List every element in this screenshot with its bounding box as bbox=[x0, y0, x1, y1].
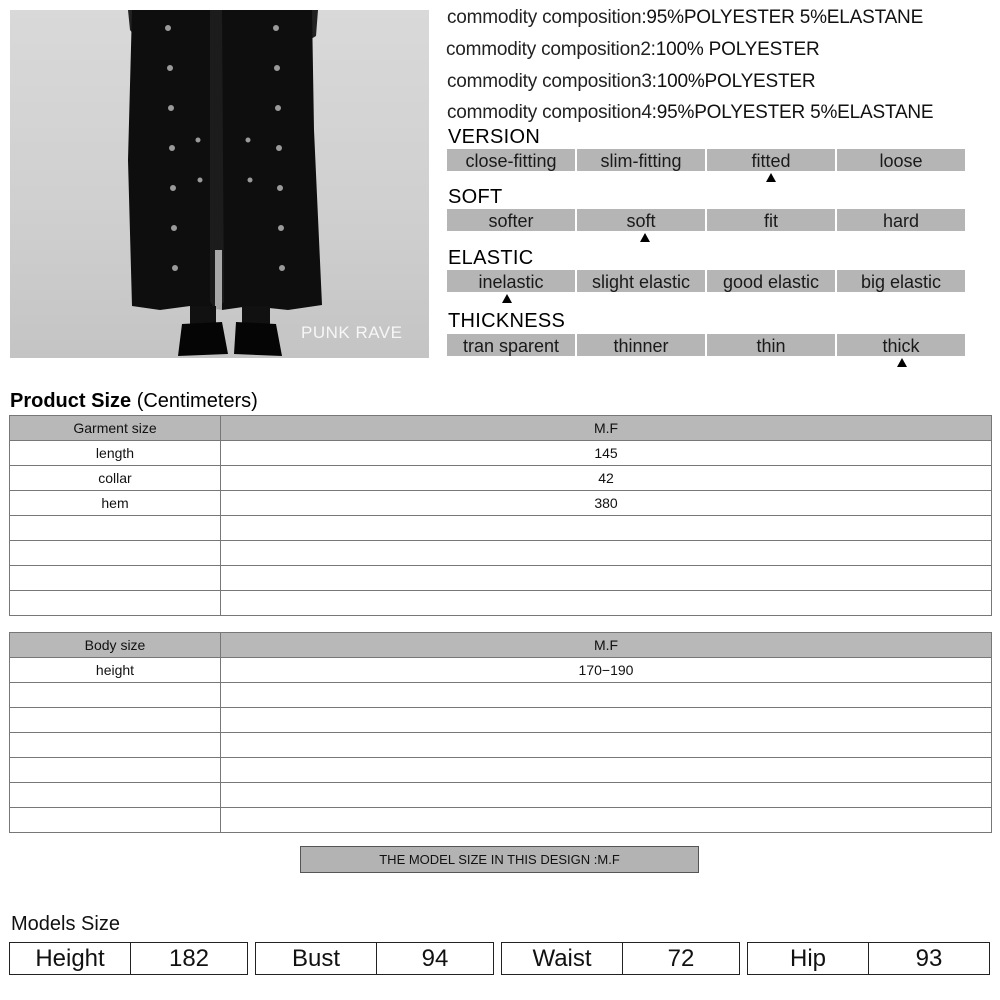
table-cell bbox=[221, 516, 992, 541]
composition-label: commodity composition2: bbox=[446, 39, 656, 60]
thickness-scale bbox=[447, 334, 966, 356]
table-cell bbox=[10, 541, 221, 566]
table-cell bbox=[10, 733, 221, 758]
product-size-table bbox=[9, 415, 992, 616]
table-cell: height bbox=[10, 658, 221, 683]
elastic-scale bbox=[447, 270, 966, 292]
lace-trim bbox=[215, 250, 222, 310]
composition-line-2 bbox=[446, 39, 819, 61]
thickness-option: thin bbox=[707, 334, 835, 356]
table-cell bbox=[10, 683, 221, 708]
model-measure-value: 93 bbox=[915, 945, 943, 972]
table-header-cell: M.F bbox=[221, 416, 992, 441]
version-option: fitted bbox=[707, 149, 835, 171]
left-boot bbox=[178, 322, 228, 356]
elastic-option: inelastic bbox=[447, 270, 575, 292]
body-size-table bbox=[9, 632, 992, 833]
model-measure-label: Waist bbox=[502, 943, 623, 974]
table-header-cell: Garment size bbox=[10, 416, 221, 441]
coat-body bbox=[128, 10, 322, 310]
model-measure-label: Hip bbox=[748, 943, 869, 974]
elastic-option: big elastic bbox=[837, 270, 965, 292]
thickness-title: THICKNESS bbox=[448, 310, 566, 332]
composition-value: 100%POLYESTER bbox=[656, 71, 816, 92]
table-row-empty bbox=[10, 758, 992, 783]
table-row-empty bbox=[10, 683, 992, 708]
table-cell: 145 bbox=[221, 441, 992, 466]
elastic-title: ELASTIC bbox=[448, 247, 534, 269]
table-cell: length bbox=[10, 441, 221, 466]
table-row bbox=[10, 466, 992, 491]
composition-label: commodity composition3: bbox=[447, 71, 657, 92]
version-title: VERSION bbox=[448, 126, 541, 148]
thickness-option: tran sparent bbox=[447, 334, 575, 356]
table-row bbox=[10, 658, 992, 683]
model-waist-box bbox=[501, 942, 740, 975]
composition-line-1 bbox=[447, 7, 923, 29]
soft-option: fit bbox=[707, 209, 835, 231]
table-cell bbox=[221, 591, 992, 616]
soft-title: SOFT bbox=[448, 186, 503, 208]
table-row-empty bbox=[10, 808, 992, 833]
product-size-title bbox=[10, 390, 258, 413]
table-cell: collar bbox=[10, 466, 221, 491]
table-header-cell: Body size bbox=[10, 633, 221, 658]
product-size-unit: (Centimeters) bbox=[136, 390, 258, 412]
table-cell bbox=[221, 541, 992, 566]
composition-line-3 bbox=[447, 71, 815, 93]
model-measure-label: Bust bbox=[256, 943, 377, 974]
table-cell bbox=[10, 516, 221, 541]
table-cell bbox=[10, 591, 221, 616]
soft-option: softer bbox=[447, 209, 575, 231]
table-row-empty bbox=[10, 516, 992, 541]
table-row-empty bbox=[10, 566, 992, 591]
table-cell: 380 bbox=[221, 491, 992, 516]
table-cell bbox=[10, 783, 221, 808]
table-row-empty bbox=[10, 708, 992, 733]
table-cell bbox=[10, 808, 221, 833]
composition-value: 95%POLYESTER 5%ELASTANE bbox=[646, 7, 924, 28]
elastic-option: good elastic bbox=[707, 270, 835, 292]
table-cell: hem bbox=[10, 491, 221, 516]
model-measure-label: Height bbox=[10, 943, 131, 974]
table-cell bbox=[10, 708, 221, 733]
table-cell bbox=[10, 758, 221, 783]
composition-line-4 bbox=[447, 102, 933, 124]
thickness-option: thick bbox=[837, 334, 965, 356]
table-cell bbox=[221, 758, 992, 783]
table-cell: 42 bbox=[221, 466, 992, 491]
selected-marker-icon bbox=[502, 294, 512, 303]
selected-marker-icon bbox=[766, 173, 776, 182]
brand-watermark: PUNK RAVE bbox=[301, 323, 403, 342]
table-row bbox=[10, 491, 992, 516]
composition-label: commodity composition4: bbox=[447, 102, 657, 123]
elastic-option: slight elastic bbox=[577, 270, 705, 292]
model-height-box bbox=[9, 942, 248, 975]
product-photo bbox=[10, 10, 429, 358]
table-row-empty bbox=[10, 783, 992, 808]
table-cell bbox=[221, 708, 992, 733]
model-bust-box bbox=[255, 942, 494, 975]
table-header-cell: M.F bbox=[221, 633, 992, 658]
table-row bbox=[10, 441, 992, 466]
table-header-row bbox=[10, 633, 992, 658]
coat-illustration bbox=[10, 10, 429, 358]
version-option: slim‑fitting bbox=[577, 149, 705, 171]
table-cell bbox=[221, 566, 992, 591]
composition-value: 100% POLYESTER bbox=[655, 39, 820, 60]
soft-scale bbox=[447, 209, 966, 231]
version-option: close‑fitting bbox=[447, 149, 575, 171]
model-size-note: THE MODEL SIZE IN THIS DESIGN :M.F bbox=[300, 846, 699, 873]
table-header-row bbox=[10, 416, 992, 441]
table-cell bbox=[221, 733, 992, 758]
soft-option: hard bbox=[837, 209, 965, 231]
model-measure-value: 94 bbox=[421, 945, 449, 972]
table-row-empty bbox=[10, 733, 992, 758]
selected-marker-icon bbox=[640, 233, 650, 242]
composition-value: 95%POLYESTER 5%ELASTANE bbox=[656, 102, 934, 123]
model-measure-value: 72 bbox=[667, 945, 695, 972]
table-cell bbox=[221, 683, 992, 708]
composition-label: commodity composition: bbox=[447, 7, 647, 28]
thickness-option: thinner bbox=[577, 334, 705, 356]
table-cell bbox=[10, 566, 221, 591]
table-cell bbox=[221, 808, 992, 833]
version-scale bbox=[447, 149, 966, 171]
right-boot bbox=[234, 322, 282, 356]
models-size-title: Models Size bbox=[11, 913, 120, 935]
table-cell: 170−190 bbox=[221, 658, 992, 683]
product-size-heading: Product Size bbox=[10, 390, 132, 412]
model-measure-value: 182 bbox=[168, 945, 210, 972]
table-row-empty bbox=[10, 541, 992, 566]
table-cell bbox=[221, 783, 992, 808]
selected-marker-icon bbox=[897, 358, 907, 367]
version-option: loose bbox=[837, 149, 965, 171]
table-row-empty bbox=[10, 591, 992, 616]
model-hip-box bbox=[747, 942, 990, 975]
soft-option: soft bbox=[577, 209, 705, 231]
